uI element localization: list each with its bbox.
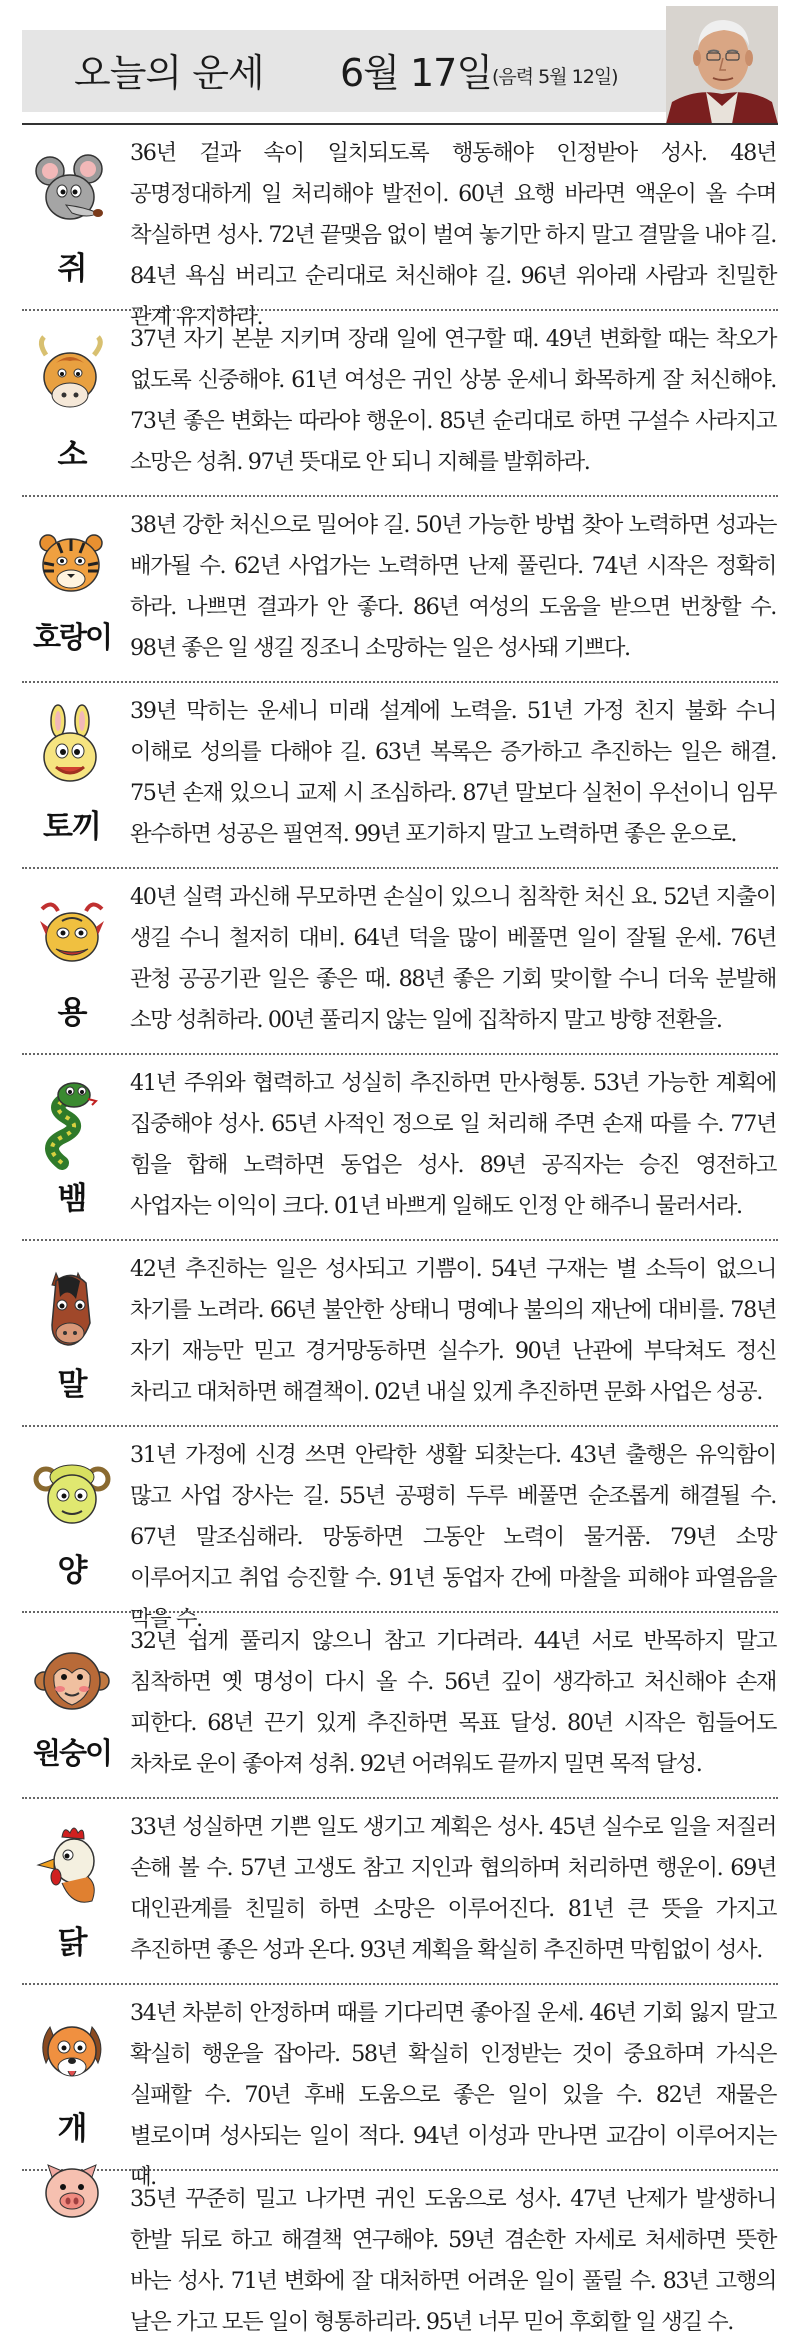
ox-icon bbox=[32, 333, 112, 423]
fortune-text: 42년 추진하는 일은 성사되고 기쁨이. 54년 구재는 별 소득이 없으니 차기를 노려라. 66년 불안한 상태니 명예나 불의의 재난에 대비를. 78년 자기 재능만 믿고 경거망동하면 실수가. 90년 난관에 부닥쳐도 정신 차리고 대처하면 해결책이. 02년 내실 있게 추진하면 문화 사업은 성공. bbox=[130, 1256, 776, 1405]
animal-name: 개 bbox=[57, 2111, 87, 2147]
rabbit-icon bbox=[32, 705, 112, 795]
zodiac-row-rabbit bbox=[22, 683, 778, 869]
animal-name: 소 bbox=[57, 437, 87, 473]
fortune-text: 38년 강한 처신으로 밀어야 길. 50년 가능한 방법 찾아 노력하면 성과는 배가될 수. 62년 사업가는 노력하면 난제 풀린다. 74년 시작은 정확히 하라. 나쁘면 결과가 안 좋다. 86년 여성의 도움을 받으면 번창할 수. 98년 좋은 일 생길 징조니 소망하는 일은 성사돼 기쁘다. bbox=[130, 512, 776, 661]
zodiac-row-sheep bbox=[22, 1427, 778, 1632]
date-label: 6월 17일 bbox=[340, 51, 493, 95]
animal-cell bbox=[22, 1427, 122, 1613]
fortune-text: 34년 차분히 안정하며 때를 기다리면 좋아질 운세. 46년 기회 잃지 말고 확실히 행운을 잡아라. 58년 확실히 인정받는 것이 중요하며 가식은 실패할 수. 70년 후배 도움으로 좋은 일이 있을 수. 82년 재물은 별로이며 성사되는 일이 적다. 94년 이성과 만나면 교감이 이루어지는 때. bbox=[130, 2000, 776, 2190]
animal-name: 용 bbox=[57, 995, 87, 1031]
monkey-icon bbox=[32, 1635, 112, 1725]
animal-name: 양 bbox=[57, 1553, 87, 1589]
animal-name: 호랑이 bbox=[32, 620, 112, 654]
animal-name: 쥐 bbox=[57, 251, 87, 287]
animal-cell bbox=[22, 1241, 122, 1427]
zodiac-row-ox bbox=[22, 311, 778, 497]
page-title: 오늘의 운세 bbox=[74, 51, 264, 95]
animal-cell bbox=[22, 2171, 122, 2237]
fortune-text: 36년 겉과 속이 일치되도록 행동해야 인정받아 성사. 48년 공명정대하게 일 처리해야 발전이. 60년 요행 바라면 액운이 올 수며 착실하면 성사. 72년 끝맺음 없이 벌여 놓기만 하지 말고 결말을 내야 길. 84년 욕심 버리고 순리대로 처신해야 길. 96년 위아래 사람과 친밀한 관계 유지하라. bbox=[130, 140, 776, 330]
zodiac-row-rat bbox=[22, 125, 778, 330]
fortune-text: 37년 자기 본분 지키며 장래 일에 연구할 때. 49년 변화할 때는 착오가 없도록 신중해야. 61년 여성은 귀인 상봉 운세니 화목하게 잘 처신해야. 73년 좋은 변화는 따라야 행운이. 85년 순리대로 하면 구설수 사라지고 소망은 성취. 97년 뜻대로 안 되니 지혜를 발휘하라. bbox=[130, 326, 776, 475]
fortune-text: 31년 가정에 신경 쓰면 안락한 생활 되찾는다. 43년 출행은 유익함이 많고 사업 장사는 길. 55년 공평히 두루 베풀면 순조롭게 해결될 수. 67년 말조심해라. 망동하면 그동안 노력이 물거품. 79년 소망 이루어지고 취업 승진할 수. 91년 동업자 간에 마찰을 피해야 파열음을 막을 수. bbox=[130, 1442, 776, 1632]
zodiac-row-tiger bbox=[22, 497, 778, 683]
fortune-text: 40년 실력 과신해 무모하면 손실이 있으니 침착한 처신 요. 52년 지출이 생길 수니 철저히 대비. 64년 덕을 많이 베풀면 일이 잘될 운세. 76년 관청 공공기관 일은 좋은 때. 88년 좋은 기회 맞이할 수니 더욱 분발해 소망 성취하라. 00년 풀리지 않는 일에 집착하지 말고 방향 전환을. bbox=[130, 884, 776, 1033]
header-bar bbox=[22, 30, 667, 112]
animal-name: 원숭이 bbox=[32, 1736, 112, 1770]
horse-icon bbox=[32, 1263, 112, 1353]
rat-icon bbox=[32, 147, 112, 237]
animal-name: 토끼 bbox=[43, 809, 101, 845]
animal-cell bbox=[22, 1613, 122, 1799]
animal-cell bbox=[22, 1799, 122, 1985]
fortune-text: 33년 성실하면 기쁜 일도 생기고 계획은 성사. 45년 실수로 일을 저질러 손해 볼 수. 57년 고생도 참고 지인과 협의하며 처리하면 행운이. 69년 대인관계를 친밀히 하면 소망은 이루어진다. 81년 큰 뜻을 가지고 추진하면 좋은 성과 온다. 93년 계획을 확실히 추진하면 막힘없이 성사. bbox=[130, 1814, 776, 1963]
tiger-icon bbox=[32, 519, 112, 609]
zodiac-row-dog bbox=[22, 1985, 778, 2190]
animal-cell bbox=[22, 125, 122, 311]
snake-icon bbox=[32, 1077, 112, 1167]
rooster-icon bbox=[32, 1821, 112, 1911]
zodiac-row-rooster bbox=[22, 1799, 778, 1985]
animal-cell bbox=[22, 869, 122, 1055]
columnist-portrait-icon bbox=[666, 6, 778, 124]
sheep-icon bbox=[32, 1449, 112, 1539]
animal-cell bbox=[22, 683, 122, 869]
zodiac-row-pig bbox=[22, 2171, 778, 2335]
lunar-date-label: (음력 5월 12일) bbox=[492, 66, 618, 88]
animal-name: 말 bbox=[57, 1367, 87, 1403]
animal-name: 뱀 bbox=[57, 1181, 87, 1217]
dragon-icon bbox=[32, 891, 112, 981]
fortune-text: 41년 주위와 협력하고 성실히 추진하면 만사형통. 53년 가능한 계획에 집중해야 성사. 65년 사적인 정으로 일 처리해 주면 손재 따를 수. 77년 힘을 합해 노력하면 동업은 성사. 89년 공직자는 승진 영전하고 사업자는 이익이 크다. 01년 바쁘게 일해도 인정 안 해주니 물러서라. bbox=[130, 1070, 776, 1219]
fortune-text: 32년 쉽게 풀리지 않으니 참고 기다려라. 44년 서로 반목하지 말고 침착하면 옛 명성이 다시 올 수. 56년 깊이 생각하고 처신해야 손재 피한다. 68년 끈기 있게 추진하면 목표 달성. 80년 시작은 힘들어도 차차로 운이 좋아져 성취. 92년 어려워도 끝까지 밀면 목적 달성. bbox=[130, 1628, 776, 1777]
animal-cell bbox=[22, 497, 122, 683]
animal-cell bbox=[22, 311, 122, 497]
fortune-text: 39년 막히는 운세니 미래 설계에 노력을. 51년 가정 친지 불화 수니 이해로 성의를 다해야 길. 63년 복록은 증가하고 추진하는 일은 해결. 75년 손재 있으니 교제 시 조심하라. 87년 말보다 실천이 우선이니 임무 완수하면 성공은 필연적. 99년 포기하지 말고 노력하면 좋은 운으로. bbox=[130, 698, 776, 847]
pig-icon bbox=[32, 2143, 112, 2233]
dog-icon bbox=[32, 2007, 112, 2097]
zodiac-row-snake bbox=[22, 1055, 778, 1241]
animal-name: 닭 bbox=[57, 1925, 87, 1961]
fortune-text: 35년 꾸준히 밀고 나가면 귀인 도움으로 성사. 47년 난제가 발생하니 한발 뒤로 하고 해결책 연구해야. 59년 겸손한 자세로 처세하면 뜻한 바는 성사. 71년 변화에 잘 대처하면 어려운 일이 풀릴 수. 83년 고행의 날은 가고 모든 일이 형통하리라. 95년 너무 믿어 후회할 일 생길 수. bbox=[130, 2186, 776, 2335]
animal-cell bbox=[22, 1055, 122, 1241]
zodiac-row-monkey bbox=[22, 1613, 778, 1799]
zodiac-row-dragon bbox=[22, 869, 778, 1055]
zodiac-row-horse bbox=[22, 1241, 778, 1427]
